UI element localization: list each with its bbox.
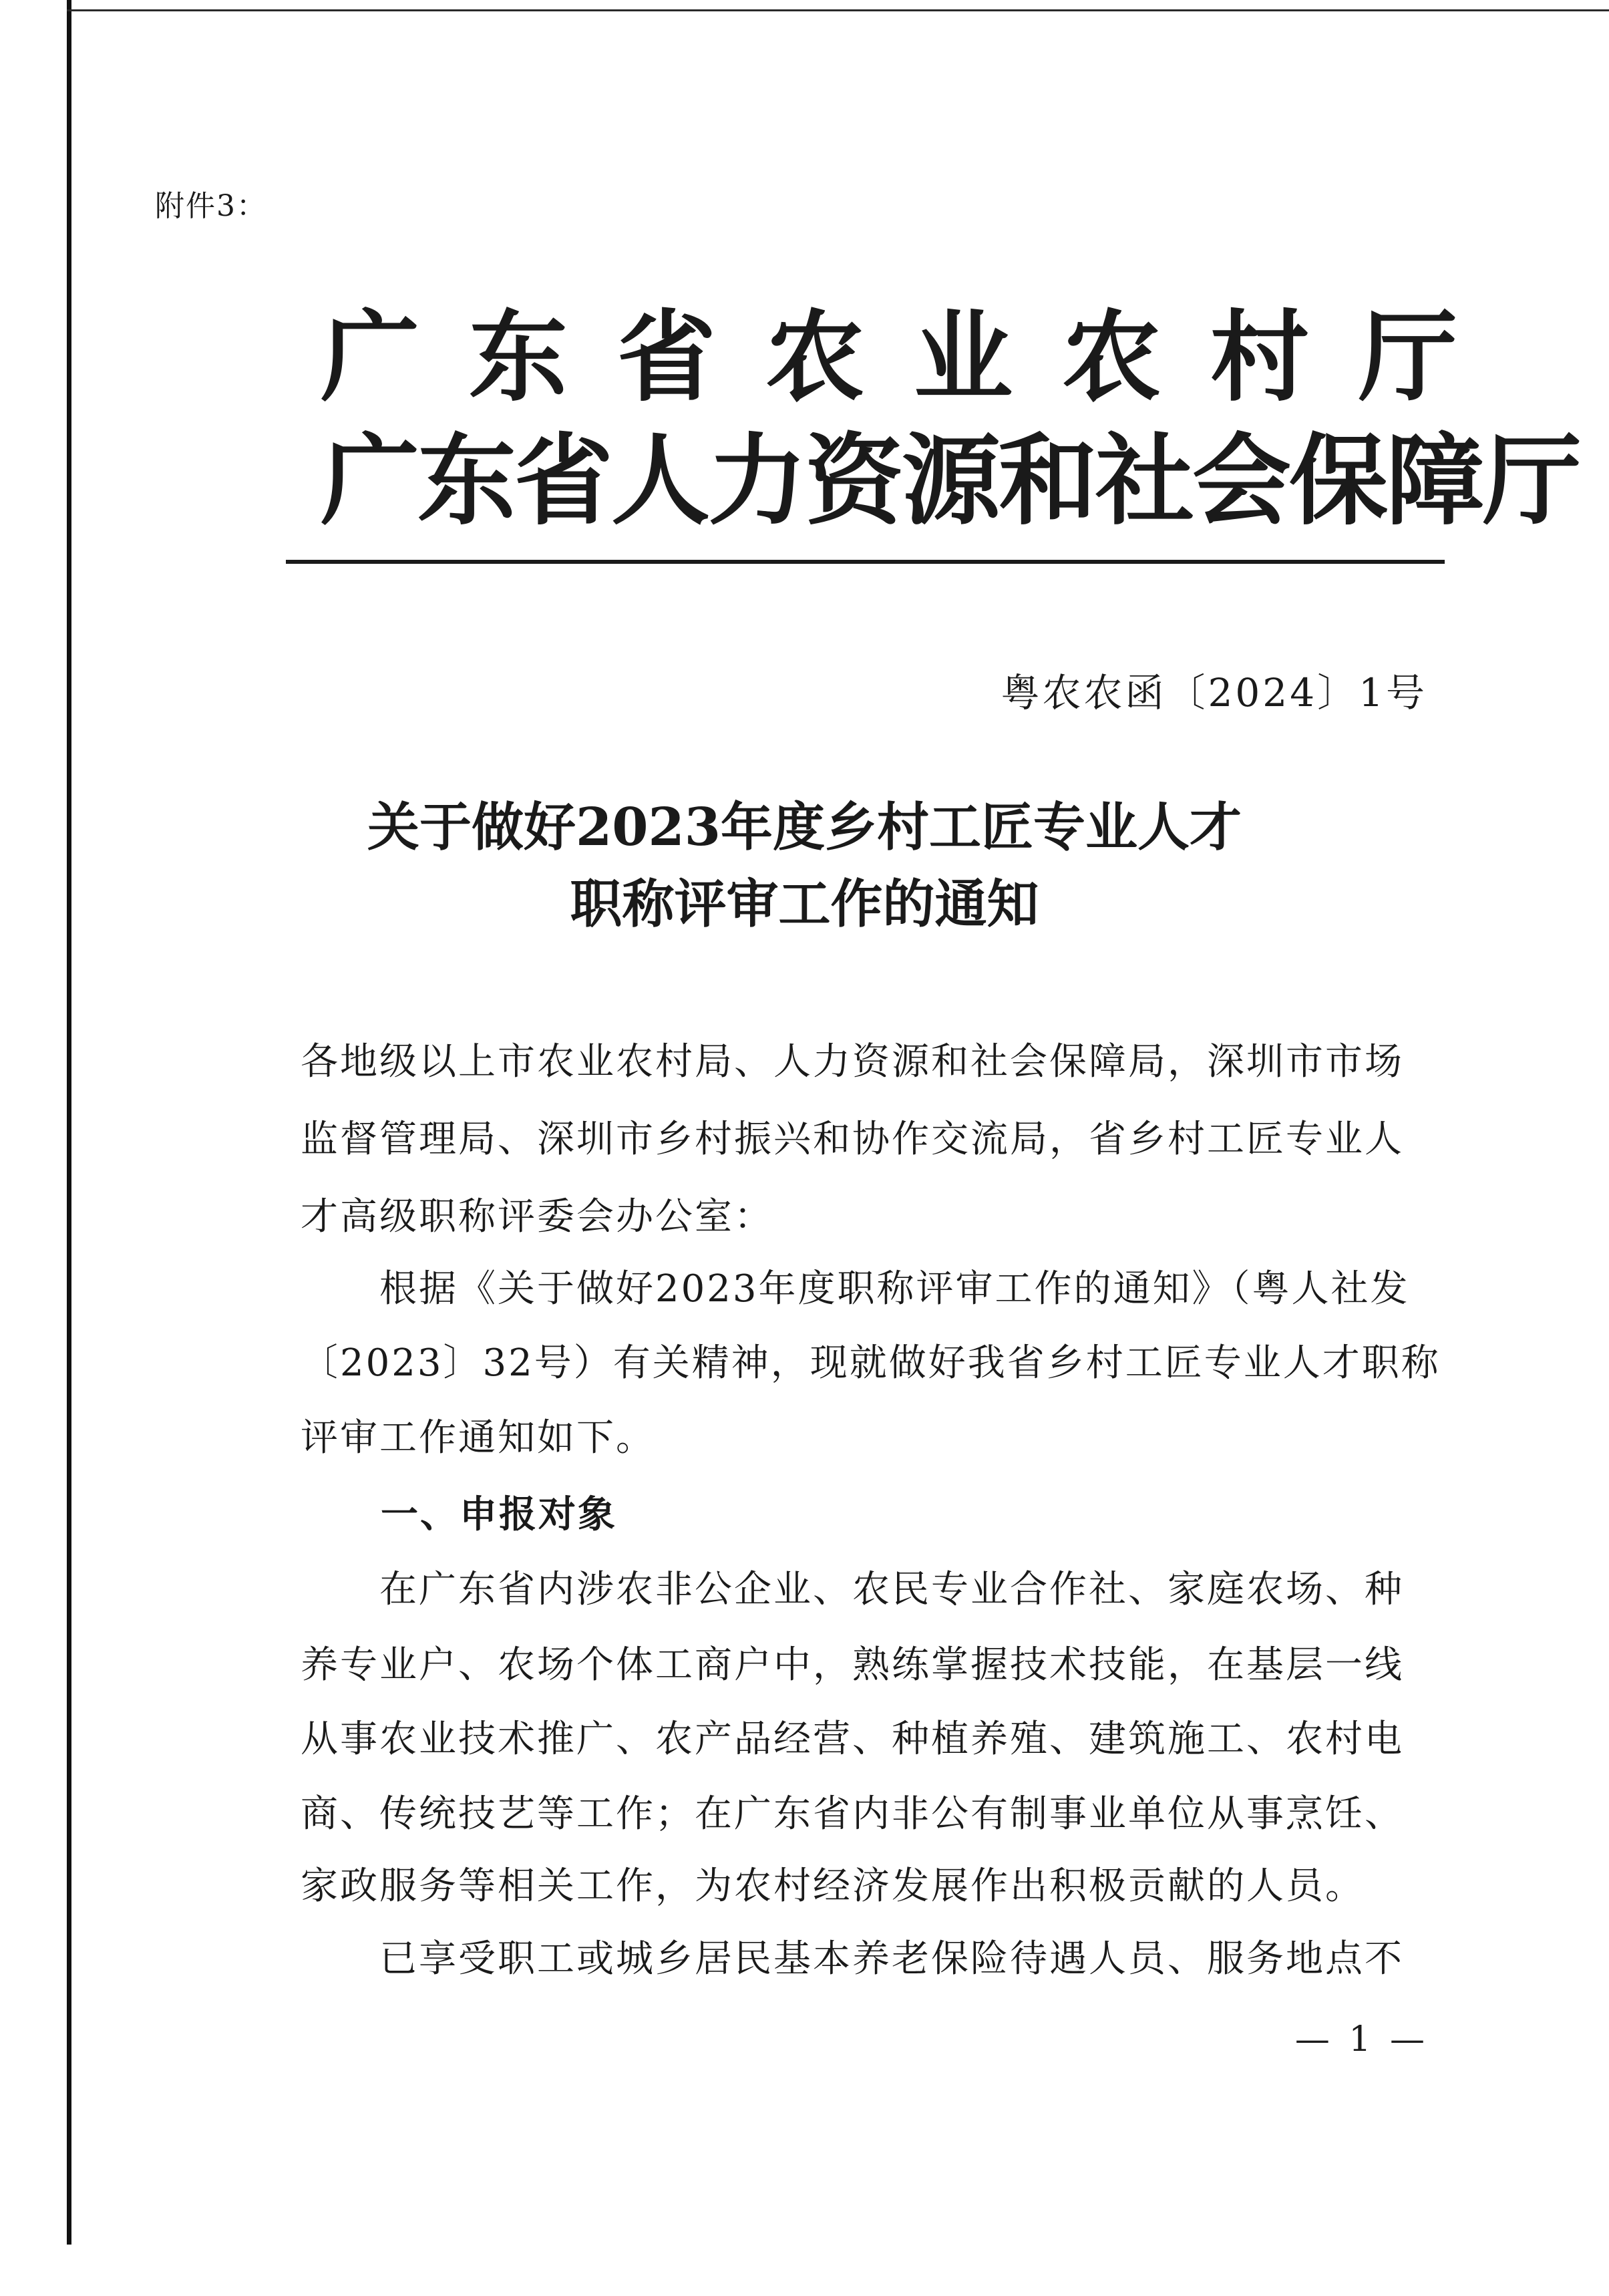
body-line: 已享受职工或城乡居民基本养老保险待遇人员、服务地点不: [301, 1937, 1404, 1981]
body-line: 各地级以上市农业农村局、人力资源和社会保障局，深圳市市场: [301, 1040, 1404, 1084]
header-divider: [286, 560, 1445, 564]
body-line: 养专业户、农场个体工商户中，熟练掌握技术技能，在基层一线: [301, 1643, 1404, 1687]
body-line: 商、传统技艺等工作；在广东省内非公有制事业单位从事烹饪、: [301, 1792, 1404, 1836]
document-title-line-1: 关于做好2023年度乡村工匠专业人才: [367, 797, 1242, 858]
section-heading-1: 一、申报对象: [381, 1493, 617, 1536]
body-line: 监督管理局、深圳市乡村振兴和协作交流局，省乡村工匠专业人: [301, 1118, 1404, 1161]
body-line: 才高级职称评委会办公室：: [301, 1195, 773, 1239]
document-number: 粤农农函〔2024〕1号: [1001, 670, 1427, 715]
body-line: 在广东省内涉农非公企业、农民专业合作社、家庭农场、种: [301, 1568, 1404, 1611]
attachment-label: 附件3：: [155, 189, 267, 223]
body-line: 评审工作通知如下。: [301, 1416, 655, 1460]
issuer-header-2: 广东省人力资源和社会保障厅: [321, 422, 1580, 538]
body-line: 根据《关于做好2023年度职称评审工作的通知》（粤人社发: [301, 1267, 1410, 1311]
body-line: 从事农业技术推广、农产品经营、种植养殖、建筑施工、农村电: [301, 1717, 1404, 1761]
page-number: — 1 —: [1294, 2019, 1429, 2060]
body-line: 家政服务等相关工作，为农村经济发展作出积极贡献的人员。: [301, 1864, 1365, 1908]
scan-left-edge: [67, 0, 71, 2245]
issuer-header-1: 广东省农业农村厅: [321, 299, 1507, 415]
body-line: 〔2023〕32号）有关精神，现就做好我省乡村工匠专业人才职称: [301, 1341, 1441, 1385]
scan-top-edge: [67, 9, 1609, 11]
document-title-line-2: 职称评审工作的通知: [570, 874, 1039, 935]
